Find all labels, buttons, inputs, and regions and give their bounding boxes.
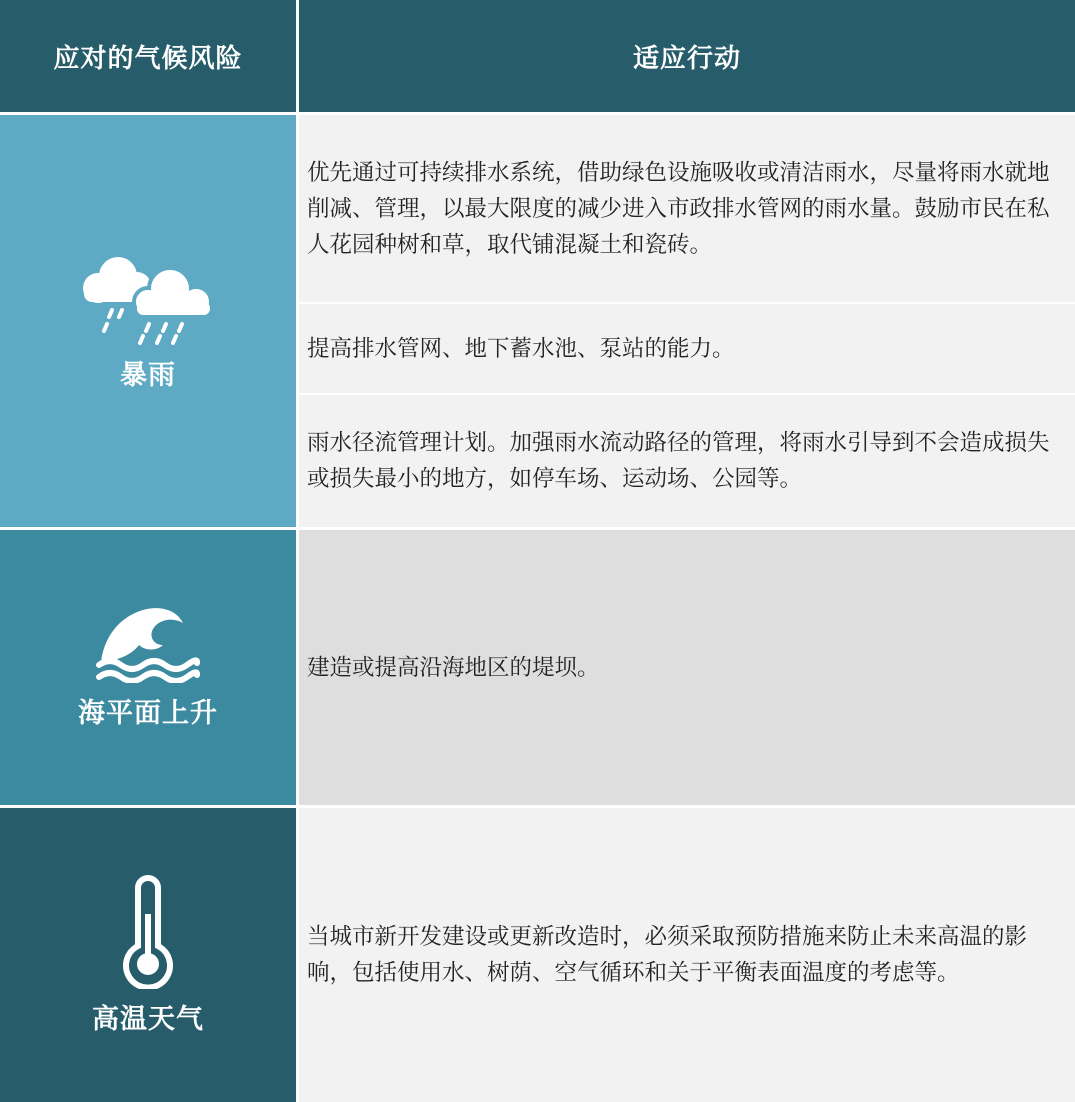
action-text: 当城市新开发建设或更新改造时，必须采取预防措施来防止未来高温的影响，包括使用水、树荫、空气循环和关于平衡表面温度的考虑等。 bbox=[307, 924, 1028, 986]
rain-cloud-icon bbox=[78, 250, 218, 345]
risk-label-rainstorm: 暴雨 bbox=[120, 360, 176, 391]
action-text: 雨水径流管理计划。加强雨水流动路径的管理，将雨水引导到不会造成损失或损失最小的地方，如停车场、运动场、公园等。 bbox=[307, 430, 1050, 492]
action-rain-2 bbox=[299, 304, 1075, 393]
risk-cell-rainstorm bbox=[0, 115, 296, 527]
risk-label-heat: 高温天气 bbox=[92, 1004, 204, 1035]
action-sea-1 bbox=[299, 530, 1075, 805]
thermometer-icon bbox=[118, 874, 178, 989]
action-text: 建造或提高沿海地区的堤坝。 bbox=[307, 654, 600, 681]
action-text: 提高排水管网、地下蓄水池、泵站的能力。 bbox=[307, 335, 735, 362]
risk-label-sea-level: 海平面上升 bbox=[78, 698, 218, 729]
wave-icon bbox=[93, 605, 203, 683]
action-text: 优先通过可持续排水系统，借助绿色设施吸收或清洁雨水，尽量将雨水就地削减、管理，以最大限度的减少进入市政排水管网的雨水量。鼓励市民在私人花园种树和草，取代铺混凝土和瓷砖。 bbox=[307, 159, 1050, 258]
action-rain-1 bbox=[299, 115, 1075, 302]
header-risk: 应对的气候风险 bbox=[0, 0, 296, 112]
action-heat-1 bbox=[299, 808, 1075, 1102]
header-action: 适应行动 bbox=[299, 0, 1075, 112]
risk-cell-heat bbox=[0, 808, 296, 1102]
action-rain-3 bbox=[299, 395, 1075, 527]
risk-cell-sea-level bbox=[0, 530, 296, 805]
